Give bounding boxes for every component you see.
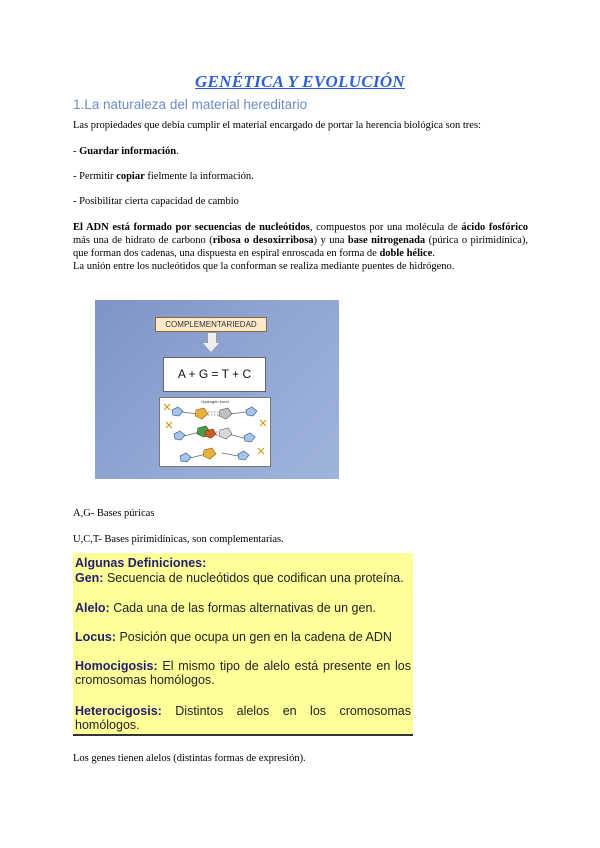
property-item-2: - Permitir copiar fielmente la información.	[73, 171, 254, 182]
intro-text: Las propiedades que debía cumplir el material encargado de portar la herencia biológica son tres:	[73, 120, 481, 131]
property-item-1: - Guardar información.	[73, 146, 179, 157]
definition-locus: Locus: Posición que ocupa un gen en la cadena de ADN	[75, 630, 392, 644]
definition-heterocigosis: Heterocigosis: Distintos alelos en los cromosomas homólogos.	[75, 704, 411, 732]
footer-text: Los genes tienen alelos (distintas formas de expresión).	[73, 753, 306, 764]
definition-gen: Gen: Secuencia de nucleótidos que codifican una proteína.	[75, 571, 404, 585]
base-icons	[195, 408, 232, 459]
down-arrow-head-icon	[203, 343, 219, 352]
page-title: GENÉTICA Y EVOLUCIÓN	[194, 72, 406, 91]
complementarity-label: COMPLEMENTARIEDAD	[155, 317, 267, 332]
definitions-heading: Algunas Definiciones:	[75, 556, 207, 570]
base-formula: A + G = T + C	[163, 357, 266, 392]
dna-pairing-figure	[159, 397, 271, 467]
definitions-box	[73, 553, 413, 736]
purine-bases: A,G- Bases púricas	[73, 508, 155, 519]
section-heading: 1.La naturaleza del material hereditario	[73, 97, 308, 112]
dna-caption: Hydrogen bond	[201, 399, 229, 404]
definition-alelo: Alelo: Cada una de las formas alternativas de un gen.	[75, 601, 376, 615]
complementarity-diagram	[95, 300, 339, 479]
property-item-3: - Posibilitar cierta capacidad de cambio	[73, 196, 239, 207]
pyrimidine-bases: U,C,T- Bases pirimidínicas, son complementarias.	[73, 534, 284, 545]
definition-homocigosis: Homocigosis: El mismo tipo de alelo está presente en los cromosomas homólogos.	[75, 659, 411, 687]
base-pair-illustration	[160, 398, 270, 466]
adn-paragraph: El ADN está formado por secuencias de nucleótidos, compuestos por una molécula de ácido fosfórico más una de hidrato de carbono (ribosa o desoxirribosa) y una base nitrogenada (púrica o pirimidínica), que forman dos cadenas, una dispuesta en espiral enroscada en forma de doble hélice. La unión entre los nucleótidos que la conforman se realiza mediante puentes de hidrógeno.	[73, 222, 528, 272]
